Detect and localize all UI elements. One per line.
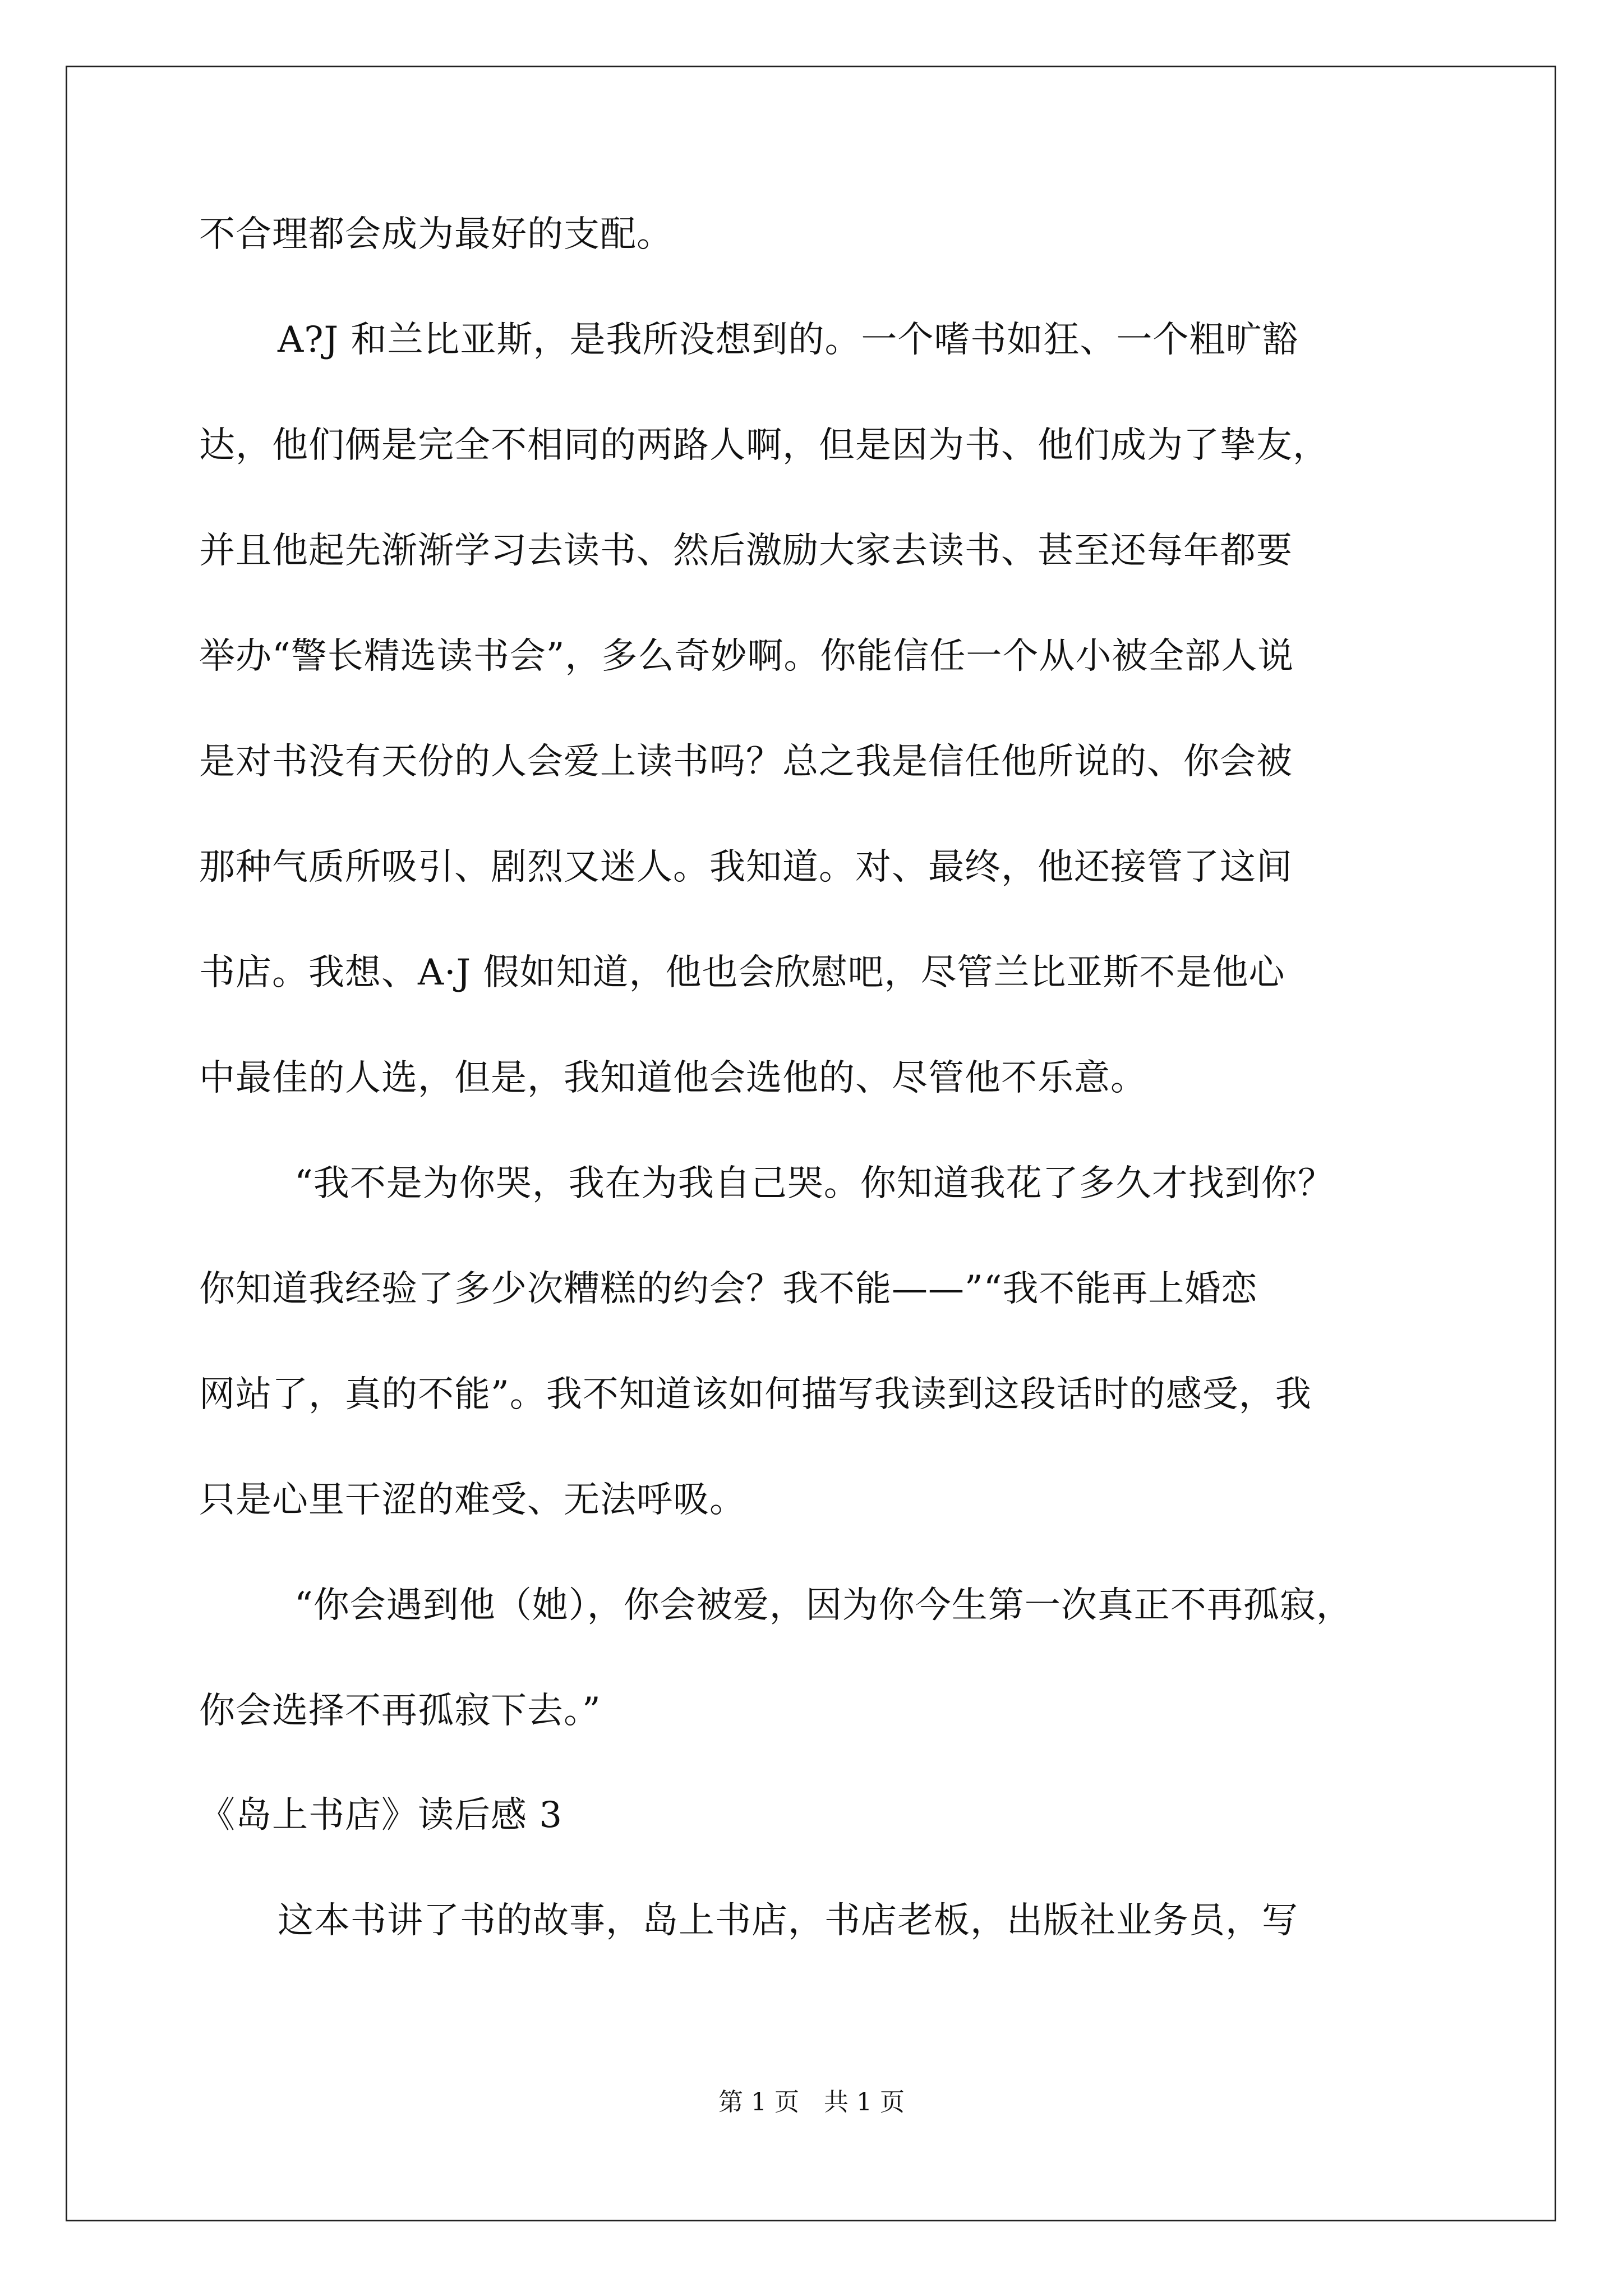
paragraph-4-line-1: “你会遇到他（她），你会被爱，因为你今生第一次真正不再孤寂， (294, 1585, 1353, 1626)
section-heading: 《岛上书店》读后感 3 (199, 1795, 563, 1836)
paragraph-2-line-5: 是对书没有天份的人会爱上读书吗？总之我是信任他所说的、你会被 (199, 741, 1293, 783)
paragraph-2-line-7: 书店。我想、A·J 假如知道，他也会欣慰吧，尽管兰比亚斯不是他心 (199, 952, 1285, 993)
paragraph-3-line-3: 网站了，真的不能”。我不知道该如何描写我读到这段话时的感受，我 (199, 1374, 1312, 1415)
paragraph-1-line-1: 不合理都会成为最好的支配。 (199, 214, 673, 255)
document-body (199, 208, 1444, 1948)
paragraph-3-line-2: 你知道我经验了多少次糟糕的约会？我不能——”“我不能再上婚恋 (199, 1268, 1258, 1310)
paragraph-5-line-1: 这本书讲了书的故事，岛上书店，书店老板，出版社业务员，写 (278, 1900, 1298, 1941)
paragraph-2 (199, 313, 1444, 1105)
paragraph-2-line-3: 并且他起先渐渐学习去读书、然后激励大家去读书、甚至还每年都要 (199, 530, 1293, 572)
paragraph-2-line-6: 那种气质所吸引、剧烈又迷人。我知道。对、最终，他还接管了这间 (199, 846, 1293, 888)
paragraph-2-line-8: 中最佳的人选，但是，我知道他会选他的、尽管他不乐意。 (199, 1057, 1147, 1099)
paragraph-3-line-1: “我不是为你哭，我在为我自己哭。你知道我花了多久才找到你？ (294, 1163, 1334, 1204)
paragraph-4 (199, 1579, 1444, 1738)
page-number-footer: 第 1 页 共 1 页 (718, 2088, 905, 2116)
paragraph-2-line-2: 达，他们俩是完全不相同的两路人啊，但是因为书、他们成为了挚友， (199, 425, 1329, 466)
paragraph-2-line-4: 举办“警长精选读书会”，多么奇妙啊。你能信任一个从小被全部人说 (199, 636, 1294, 677)
paragraph-4-line-2: 你会选择不再孤寂下去。” (199, 1690, 601, 1732)
paragraph-3-line-4: 只是心里干涩的难受、无法呼吸。 (199, 1479, 746, 1521)
paragraph-2-line-1: A?J 和兰比亚斯，是我所没想到的。一个嗜书如狂、一个粗旷豁 (278, 319, 1299, 361)
paragraph-3 (199, 1157, 1444, 1527)
